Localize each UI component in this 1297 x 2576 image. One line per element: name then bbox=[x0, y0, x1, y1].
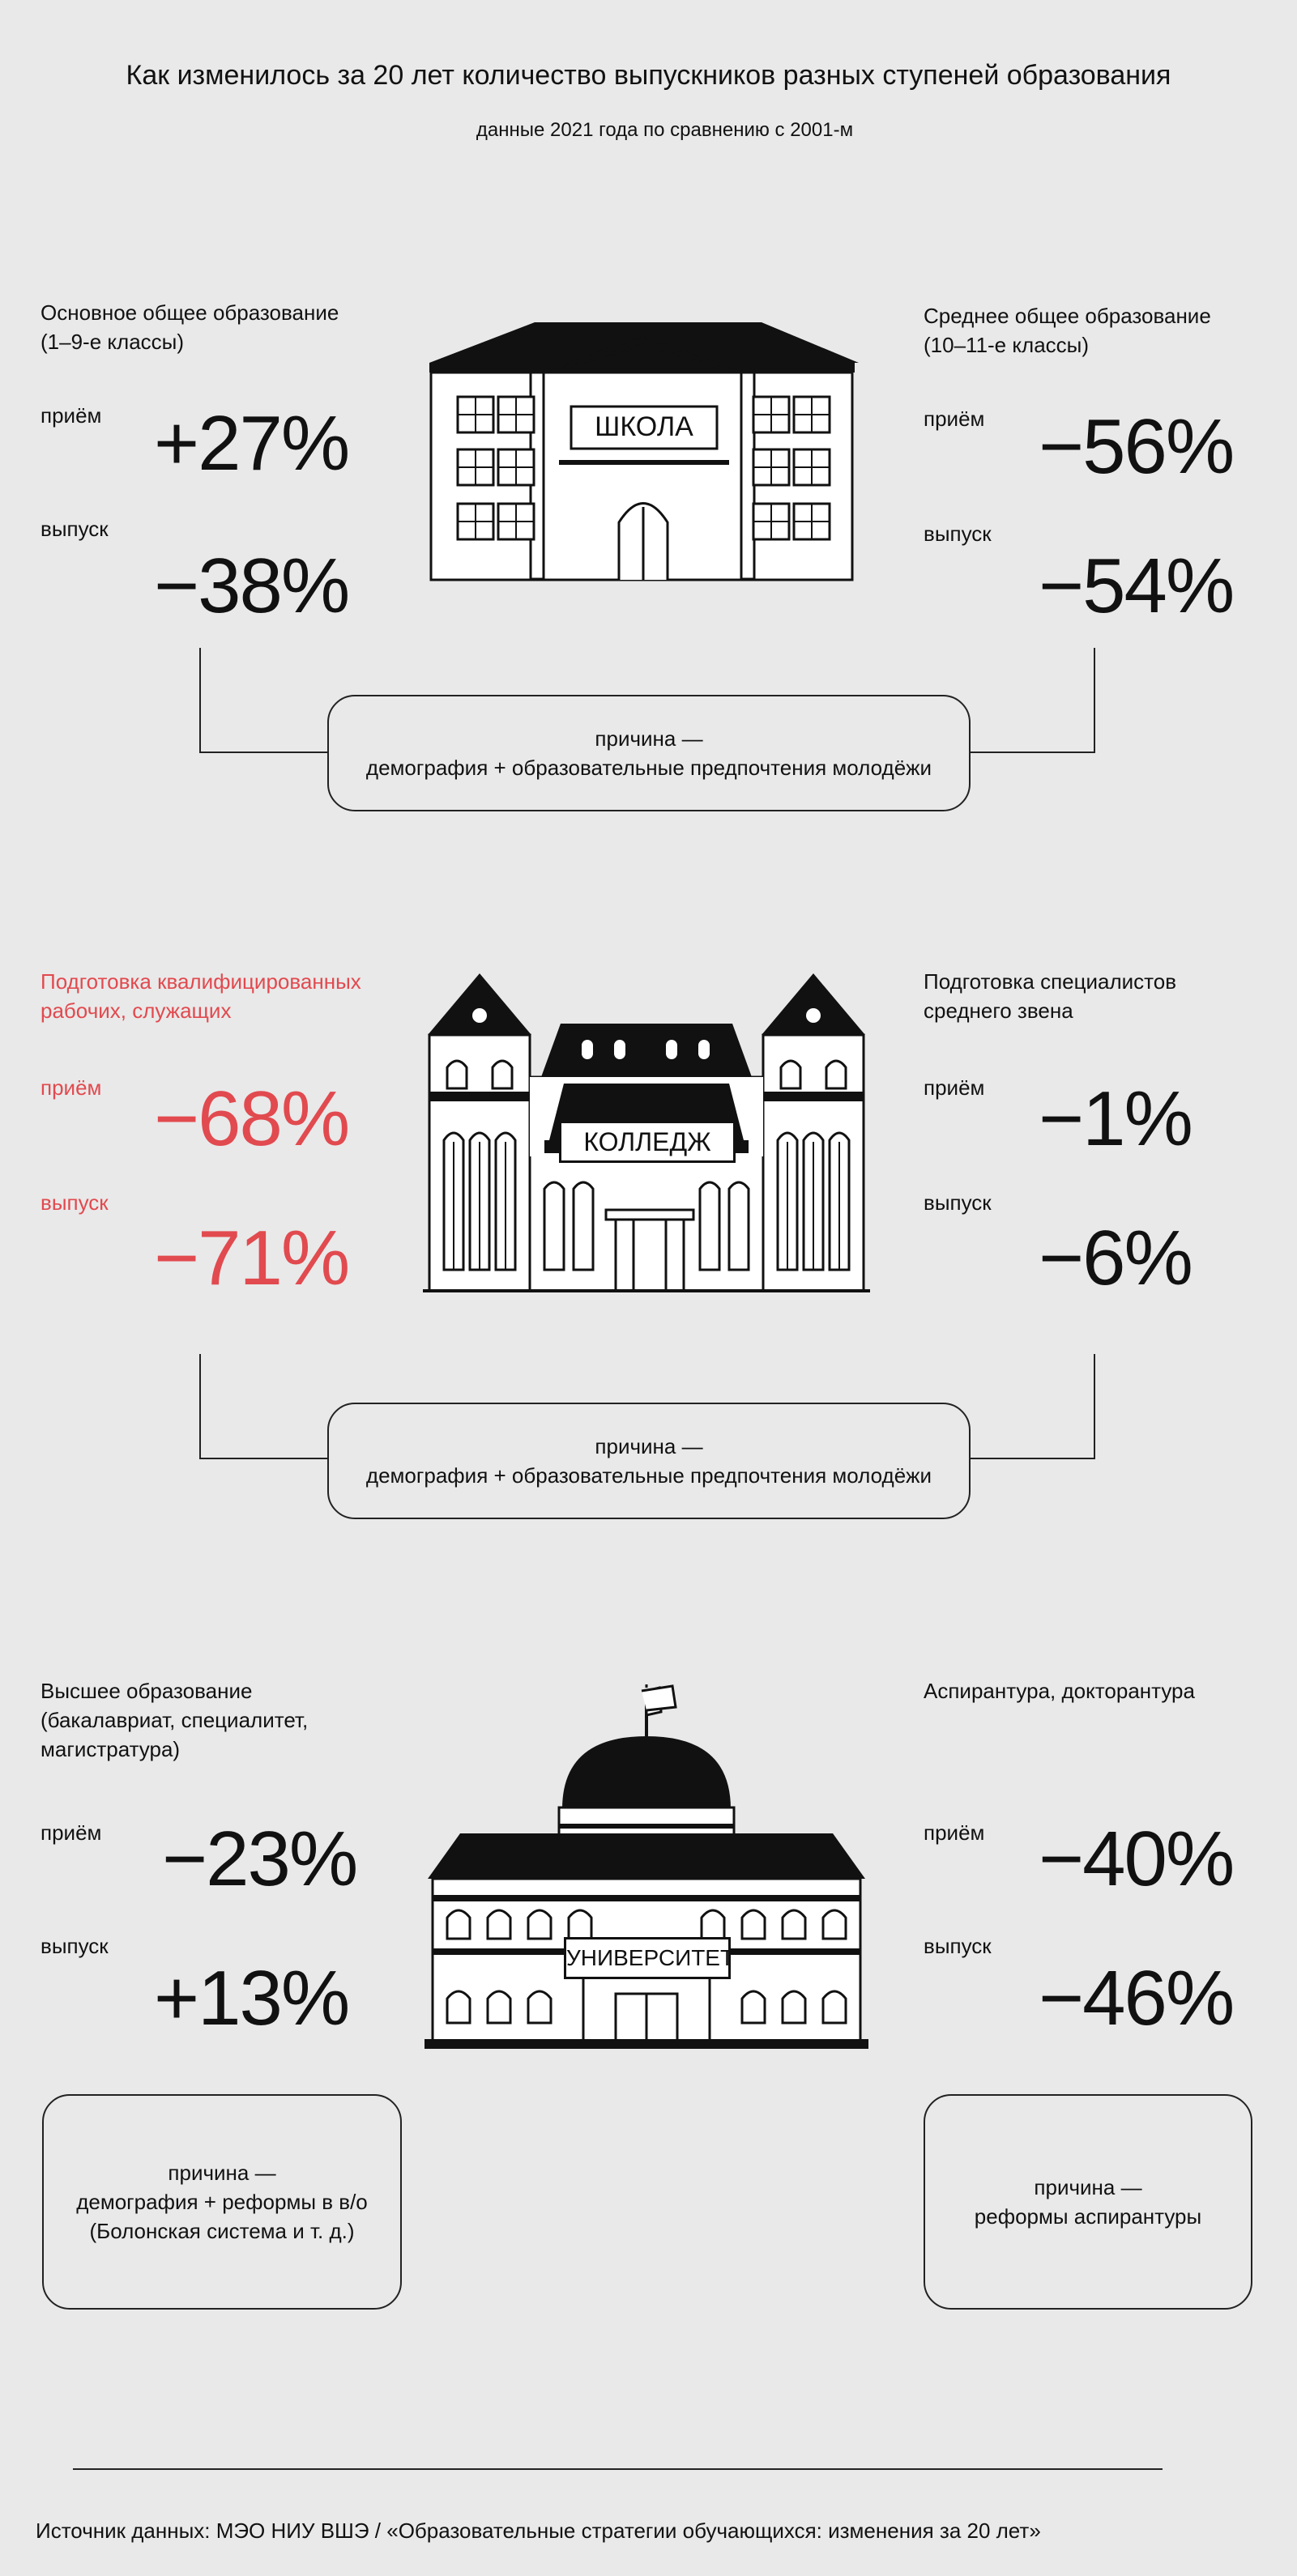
school-left-intake-label: приём bbox=[41, 403, 102, 428]
school-sign: ШКОЛА bbox=[595, 411, 693, 442]
university-left-reason-box: причина — демография + реформы в в/о (Болонская система и т. д.) bbox=[42, 2094, 402, 2310]
school-left-intake-value: +27% bbox=[154, 400, 349, 487]
college-right-graduation-value: −6% bbox=[1039, 1215, 1192, 1301]
university-right-reason-box: причина — реформы аспирантуры bbox=[924, 2094, 1252, 2310]
school-right-graduation-value: −54% bbox=[1039, 543, 1234, 629]
college-right-intake-label: приём bbox=[924, 1075, 985, 1100]
college-left-category: Подготовка квалифицированных рабочих, служащих bbox=[41, 969, 361, 1023]
college-right-intake-value: −1% bbox=[1039, 1075, 1192, 1162]
school-right-intake-value: −56% bbox=[1039, 403, 1234, 490]
university-sign: УНИВЕРСИТЕТ bbox=[564, 1937, 731, 1979]
college-left-graduation-value: −71% bbox=[154, 1215, 349, 1301]
university-left-graduation-label: выпуск bbox=[41, 1934, 109, 1958]
page-subtitle: данные 2021 года по сравнению с 2001-м bbox=[476, 119, 854, 141]
college-right-category: Подготовка специалистов среднего звена bbox=[924, 969, 1177, 1023]
college-reason-box: причина — демография + образовательные предпочтения молодёжи bbox=[327, 1403, 971, 1519]
university-right-intake-label: приём bbox=[924, 1820, 985, 1845]
university-right-graduation-value: −46% bbox=[1039, 1955, 1234, 2042]
school-building-icon bbox=[421, 316, 867, 583]
college-left-intake-value: −68% bbox=[154, 1075, 349, 1162]
university-left-intake-label: приём bbox=[41, 1820, 102, 1845]
university-left-intake-value: −23% bbox=[162, 1816, 357, 1902]
university-right-graduation-label: выпуск bbox=[924, 1934, 992, 1958]
school-left-category: Основное общее образование (1–9-е классы) bbox=[41, 300, 339, 354]
school-reason-box: причина — демография + образовательные предпочтения молодёжи bbox=[327, 695, 971, 811]
college-left-graduation-label: выпуск bbox=[41, 1190, 109, 1215]
school-left-graduation-value: −38% bbox=[154, 543, 349, 629]
university-right-category: Аспирантура, докторантура bbox=[924, 1679, 1195, 1703]
university-left-category: Высшее образование (бакалавриат, специалитет, магистратура) bbox=[41, 1679, 309, 1761]
source-note: Источник данных: МЭО НИУ ВШЭ / «Образовательные стратегии обучающихся: изменения за 20 лет» bbox=[36, 2519, 1041, 2543]
school-right-category: Среднее общее образование (10–11-е классы) bbox=[924, 304, 1211, 357]
university-right-intake-value: −40% bbox=[1039, 1816, 1234, 1902]
page-title: Как изменилось за 20 лет количество выпускников разных ступеней образования bbox=[126, 60, 1171, 91]
school-right-intake-label: приём bbox=[924, 407, 985, 431]
school-right-graduation-label: выпуск bbox=[924, 522, 992, 546]
footer-divider bbox=[73, 2468, 1163, 2470]
college-sign: КОЛЛЕДЖ bbox=[559, 1121, 736, 1163]
university-left-graduation-value: +13% bbox=[154, 1955, 349, 2042]
school-left-graduation-label: выпуск bbox=[41, 517, 109, 541]
college-right-graduation-label: выпуск bbox=[924, 1190, 992, 1215]
university-building-icon bbox=[425, 1680, 868, 2052]
college-left-intake-label: приём bbox=[41, 1075, 102, 1100]
